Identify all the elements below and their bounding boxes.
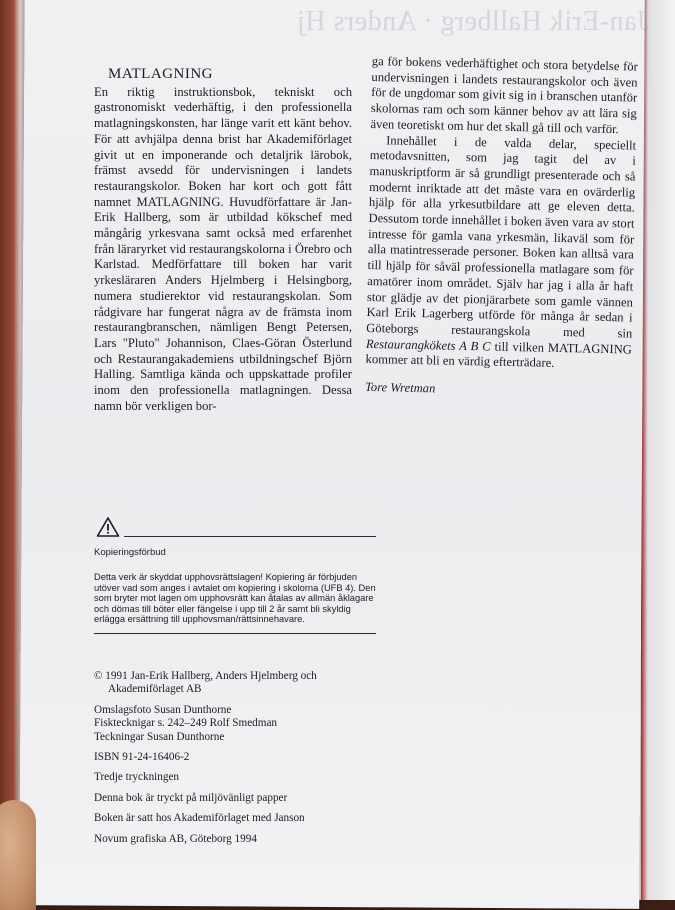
book-title-reference: Restaurangkökets A B C	[365, 336, 491, 354]
typesetting-note: Boken är satt hos Akademiförlaget med Janson	[94, 812, 305, 825]
printer-note: Novum grafiska AB, Göteborg 1994	[94, 832, 257, 845]
preface-paragraph-2-text: Innehållet i de valda delar, speciellt metodavsnitten, som jag tagit del av i manuskriptform är så grundligt presenterade och så modernt inriktade att det måste vara en ovärderlig hjälp för alla yrkesutbildare att ge eleven detta. Dessutom torde innehållet i boken även vara av stort intresse för gamla vana yrkesmän, likaväl som för alla matintresserade personer. Boken kan alltså vara till hjälp för såväl professionella matlagare som för amatörer inom området. Själv har jag i alla år haft stor glädje av det pionjärarbete som gamle vännen Karl Erik Lagerberg utförde för många år sedan i Göteborgs restaurangskola med sin	[366, 132, 637, 341]
preface-right-column	[365, 54, 638, 401]
copyright-block	[94, 670, 394, 697]
copyright-line-2: Akademiförlaget AB	[108, 683, 202, 696]
colophon	[94, 670, 394, 853]
notice-title: Kopieringsförbud	[94, 547, 166, 558]
paper-note: Denna bok är tryckt på miljövänligt papper	[94, 791, 288, 804]
copyright-line: © 1991 Jan-Erik Hallberg, Anders Hjelmberg och	[94, 670, 317, 682]
show-through-header: Jan-Erik Hallberg · Anders Hj	[296, 6, 648, 37]
thumb	[0, 800, 36, 910]
preface-paragraph-1-continued: ga för bokens vederhäftighet och stora betydelse för undervisningen i landets restaurangskolor och även för de ungdomar som givit sig in i branschen utanför skolornas ram och som känner behov av att lära sig även teoretiskt om hur det skall gå till och varför.	[370, 54, 638, 136]
cover-photo-credit: Omslagsfoto Susan Dunthorne	[94, 703, 232, 716]
isbn: ISBN 91-24-16406-2	[94, 751, 190, 764]
drawings-credit: Teckningar Susan Dunthorne	[94, 730, 225, 743]
preface-paragraph-2-end: till vilken MATLAGNING kommer att bli en värdig efterträdare.	[365, 339, 633, 371]
notice-body: Detta verk är skyddat upphovsrättslagen! Kopiering är förbjuden utöver vad som anges i avtalet om kopiering i skolorna (UFB 4). Den som bryter mot lagen om upphovsrätt kan åtalas av allmän åklagare och dömas till böter eller fängelse i upp till 2 år samt bli skyldig erlägga ersättning till upphovsman/rättsinnehavare.	[94, 572, 376, 625]
copy-notice	[94, 516, 376, 634]
preface-paragraph-1: En riktig instruktionsbok, tekniskt och gastronomiskt vederhäftig, i den professionella matlagningskonsten, har länge varit ett känt behov. För att avhjälpa denna brist har Akademiförlaget givit ut en imponerande och detaljrik lärobok, främst avsedd för undervisningen i landets restaurangskolor. Boken har kort och gott fått namnet MATLAGNING. Huvudförfattare är Jan-Erik Hallberg, som är utbildad kökschef med mångårig yrkesvana samt också med erfarenhet från läraryrket vid restaurangskolorna i Örebro och Karlstad. Medförfattare till boken har varit yrkesläraren Anders Hjelmberg i Helsingborg, numera studierektor vid restaurangskolan. Som rådgivare har fungerat några av de främsta inom restaurangbranschen, nämligen Bengt Petersen, Lars "Pluto" Johannison, Claes-Göran Österlund och Restaurangakademiens utbildningschef Björn Halling. Samtliga kända och uppskattade profiler inom den professionella matlagningen. Dessa namn bör verkligen bor-	[94, 84, 352, 413]
preface-left-column	[94, 67, 352, 414]
notice-top-rule	[124, 536, 376, 537]
preface-paragraph-2	[365, 132, 636, 373]
preface-heading: MATLAGNING	[108, 66, 213, 82]
fish-drawings-credit: Fisktecknigar s. 242–249 Rolf Smedman	[94, 717, 278, 730]
preface-signature: Tore Wretman	[364, 379, 436, 396]
credits-block	[94, 704, 394, 744]
next-page-edge	[641, 0, 675, 900]
notice-bottom-rule	[94, 633, 376, 634]
printing-edition: Tredje tryckningen	[94, 771, 180, 784]
warning-triangle-icon	[96, 516, 120, 538]
